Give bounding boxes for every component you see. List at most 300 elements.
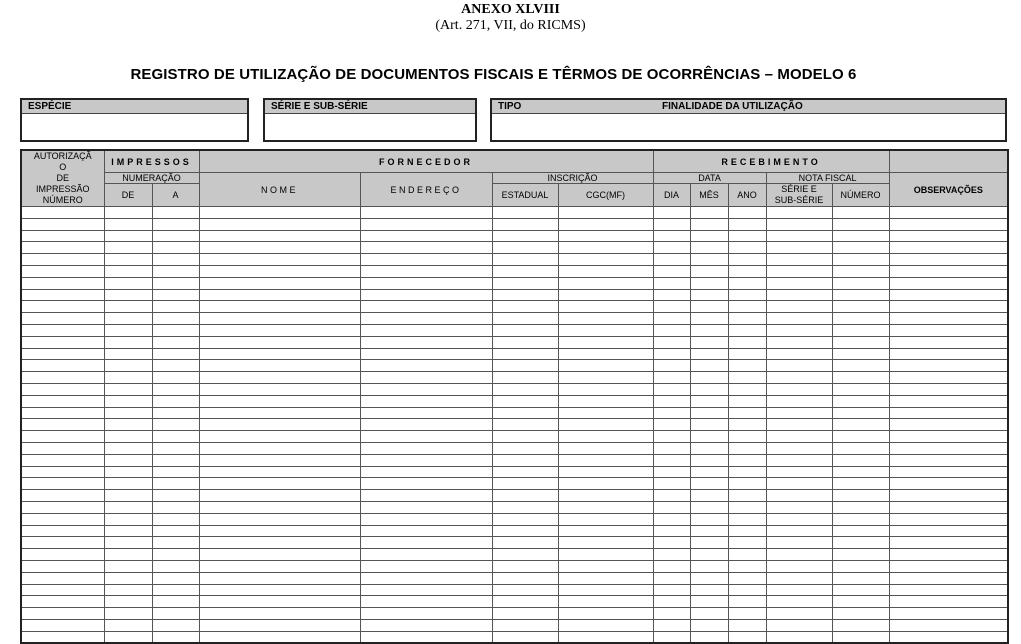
table-cell [653, 407, 690, 419]
table-cell [104, 478, 152, 490]
table-cell [558, 301, 653, 313]
table-cell [832, 313, 889, 325]
table-cell [728, 313, 766, 325]
table-row [21, 608, 1008, 620]
table-cell [492, 478, 558, 490]
table-cell [199, 442, 360, 454]
table-cell [766, 395, 832, 407]
table-cell [21, 265, 104, 277]
table-cell [889, 584, 1008, 596]
table-cell [199, 478, 360, 490]
table-cell [653, 584, 690, 596]
table-cell [653, 289, 690, 301]
table-cell [21, 395, 104, 407]
table-cell [889, 218, 1008, 230]
table-cell [199, 207, 360, 219]
table-cell [766, 218, 832, 230]
table-cell [832, 242, 889, 254]
table-cell [690, 608, 728, 620]
serie-box [263, 98, 477, 142]
table-cell [653, 501, 690, 513]
table-cell [653, 218, 690, 230]
table-cell [889, 572, 1008, 584]
table-cell [558, 383, 653, 395]
table-cell [152, 277, 199, 289]
table-row [21, 407, 1008, 419]
table-cell [558, 218, 653, 230]
table-cell [199, 360, 360, 372]
table-cell [690, 372, 728, 384]
table-cell [152, 242, 199, 254]
table-cell [766, 525, 832, 537]
table-cell [690, 265, 728, 277]
table-cell [492, 313, 558, 325]
table-cell [360, 218, 492, 230]
table-cell [832, 549, 889, 561]
table-cell [653, 478, 690, 490]
table-cell [558, 324, 653, 336]
table-cell [104, 525, 152, 537]
table-cell [104, 549, 152, 561]
table-cell [728, 230, 766, 242]
table-cell [199, 584, 360, 596]
table-cell [889, 395, 1008, 407]
table-cell [728, 584, 766, 596]
table-cell [889, 301, 1008, 313]
table-cell [558, 596, 653, 608]
table-cell [766, 560, 832, 572]
table-cell [889, 490, 1008, 502]
table-cell [766, 490, 832, 502]
table-cell [104, 336, 152, 348]
table-cell [199, 490, 360, 502]
table-cell [653, 619, 690, 631]
table-cell [728, 631, 766, 643]
table-cell [492, 631, 558, 643]
table-cell [558, 419, 653, 431]
table-cell [653, 631, 690, 643]
table-cell [728, 478, 766, 490]
table-cell [690, 230, 728, 242]
table-cell [492, 584, 558, 596]
table-cell [766, 254, 832, 266]
table-cell [21, 454, 104, 466]
table-cell [889, 525, 1008, 537]
table-cell [360, 207, 492, 219]
table-cell [558, 207, 653, 219]
table-cell [653, 572, 690, 584]
article-reference: (Art. 271, VII, do RICMS) [435, 18, 586, 33]
table-row [21, 631, 1008, 643]
impressos-header: IMPRESSOS [104, 150, 199, 173]
table-cell [360, 372, 492, 384]
table-cell [766, 596, 832, 608]
estadual-header: ESTADUAL [492, 184, 558, 207]
table-cell [558, 466, 653, 478]
table-cell [104, 490, 152, 502]
table-cell [728, 549, 766, 561]
table-cell [728, 265, 766, 277]
observacoes-header: OBSERVAÇÕES [889, 173, 1008, 207]
table-cell [104, 537, 152, 549]
table-cell [152, 584, 199, 596]
table-cell [889, 372, 1008, 384]
table-cell [104, 301, 152, 313]
table-row [21, 324, 1008, 336]
table-cell [104, 383, 152, 395]
table-cell [832, 324, 889, 336]
table-row [21, 218, 1008, 230]
table-cell [766, 277, 832, 289]
table-cell [492, 207, 558, 219]
table-cell [21, 631, 104, 643]
table-cell [21, 501, 104, 513]
table-row [21, 572, 1008, 584]
table-cell [690, 313, 728, 325]
table-row [21, 549, 1008, 561]
table-cell [21, 360, 104, 372]
table-cell [21, 466, 104, 478]
table-cell [690, 254, 728, 266]
table-cell [889, 537, 1008, 549]
table-cell [104, 230, 152, 242]
table-cell [199, 572, 360, 584]
table-cell [766, 466, 832, 478]
table-cell [492, 383, 558, 395]
table-cell [889, 513, 1008, 525]
table-row [21, 301, 1008, 313]
table-cell [690, 407, 728, 419]
table-cell [152, 501, 199, 513]
table-row [21, 360, 1008, 372]
table-cell [199, 537, 360, 549]
table-row [21, 419, 1008, 431]
table-row [21, 289, 1008, 301]
table-cell [766, 454, 832, 466]
table-cell [199, 513, 360, 525]
table-cell [653, 596, 690, 608]
table-cell [360, 619, 492, 631]
recebimento-header: RECEBIMENTO [653, 150, 889, 173]
table-cell [690, 360, 728, 372]
table-cell [558, 572, 653, 584]
table-cell [690, 478, 728, 490]
table-cell [832, 348, 889, 360]
table-cell [492, 324, 558, 336]
fornecedor-header: FORNECEDOR [199, 150, 653, 173]
table-cell [199, 596, 360, 608]
table-cell [889, 324, 1008, 336]
table-cell [889, 549, 1008, 561]
table-cell [690, 383, 728, 395]
de-header: DE [104, 184, 152, 207]
register-body [21, 207, 1008, 644]
table-row [21, 336, 1008, 348]
table-cell [199, 254, 360, 266]
table-cell [832, 265, 889, 277]
table-cell [21, 478, 104, 490]
table-row [21, 254, 1008, 266]
table-cell [728, 395, 766, 407]
table-cell [832, 289, 889, 301]
table-cell [728, 596, 766, 608]
especie-label: ESPÉCIE [28, 101, 72, 112]
table-cell [832, 419, 889, 431]
table-cell [152, 619, 199, 631]
table-cell [492, 619, 558, 631]
table-cell [199, 407, 360, 419]
table-cell [889, 431, 1008, 443]
table-cell [104, 466, 152, 478]
table-cell [104, 631, 152, 643]
table-cell [152, 254, 199, 266]
table-cell [832, 277, 889, 289]
table-cell [360, 537, 492, 549]
table-cell [558, 584, 653, 596]
table-cell [492, 407, 558, 419]
table-cell [766, 619, 832, 631]
table-cell [889, 608, 1008, 620]
table-cell [360, 596, 492, 608]
table-cell [653, 560, 690, 572]
table-cell [728, 466, 766, 478]
table-cell [199, 277, 360, 289]
table-cell [152, 313, 199, 325]
table-cell [21, 490, 104, 502]
table-cell [889, 254, 1008, 266]
table-cell [199, 230, 360, 242]
table-cell [653, 442, 690, 454]
data-header: DATA [653, 173, 766, 184]
table-cell [360, 419, 492, 431]
table-cell [690, 584, 728, 596]
table-cell [492, 466, 558, 478]
table-cell [360, 301, 492, 313]
table-cell [492, 572, 558, 584]
table-cell [889, 348, 1008, 360]
table-cell [492, 608, 558, 620]
table-cell [21, 324, 104, 336]
table-cell [104, 596, 152, 608]
table-cell [728, 501, 766, 513]
table-cell [889, 442, 1008, 454]
table-cell [21, 584, 104, 596]
table-cell [690, 348, 728, 360]
table-cell [889, 631, 1008, 643]
table-cell [766, 289, 832, 301]
table-cell [558, 289, 653, 301]
table-cell [152, 407, 199, 419]
table-cell [558, 537, 653, 549]
table-cell [558, 513, 653, 525]
table-cell [492, 242, 558, 254]
table-cell [492, 301, 558, 313]
table-cell [558, 442, 653, 454]
table-cell [558, 619, 653, 631]
table-cell [104, 419, 152, 431]
table-row [21, 242, 1008, 254]
table-cell [360, 560, 492, 572]
table-cell [152, 419, 199, 431]
table-cell [690, 466, 728, 478]
table-cell [558, 549, 653, 561]
table-row [21, 501, 1008, 513]
table-cell [728, 254, 766, 266]
table-cell [653, 525, 690, 537]
table-cell [832, 572, 889, 584]
table-cell [21, 537, 104, 549]
table-cell [558, 608, 653, 620]
table-cell [690, 301, 728, 313]
table-cell [21, 348, 104, 360]
table-cell [832, 525, 889, 537]
table-cell [360, 631, 492, 643]
table-cell [104, 454, 152, 466]
table-cell [728, 289, 766, 301]
table-row [21, 383, 1008, 395]
table-cell [21, 431, 104, 443]
numeracao-header: NUMERAÇÃO [104, 173, 199, 184]
table-cell [690, 572, 728, 584]
table-cell [21, 525, 104, 537]
table-cell [832, 631, 889, 643]
table-cell [104, 513, 152, 525]
a-header: A [152, 184, 199, 207]
table-row [21, 466, 1008, 478]
table-cell [360, 478, 492, 490]
table-cell [766, 407, 832, 419]
table-cell [889, 383, 1008, 395]
table-cell [889, 560, 1008, 572]
table-cell [199, 608, 360, 620]
table-cell [199, 395, 360, 407]
table-cell [889, 289, 1008, 301]
table-cell [492, 348, 558, 360]
table-cell [360, 360, 492, 372]
table-cell [728, 619, 766, 631]
table-cell [889, 360, 1008, 372]
table-cell [360, 313, 492, 325]
table-cell [728, 301, 766, 313]
table-cell [199, 265, 360, 277]
autorizacao-header: AUTORIZAÇÃ O DE IMPRESSÃO NÚMERO [21, 150, 104, 207]
ano-header: ANO [728, 184, 766, 207]
table-cell [832, 407, 889, 419]
table-cell [21, 254, 104, 266]
table-cell [492, 431, 558, 443]
table-cell [832, 501, 889, 513]
table-cell [690, 513, 728, 525]
table-cell [558, 242, 653, 254]
table-cell [690, 501, 728, 513]
table-row [21, 265, 1008, 277]
table-cell [152, 289, 199, 301]
table-cell [492, 537, 558, 549]
table-cell [360, 242, 492, 254]
table-cell [152, 596, 199, 608]
table-cell [360, 254, 492, 266]
cgc-header: CGC(MF) [558, 184, 653, 207]
table-cell [492, 289, 558, 301]
table-cell [492, 336, 558, 348]
table-cell [104, 313, 152, 325]
table-cell [558, 431, 653, 443]
table-cell [653, 419, 690, 431]
table-cell [832, 454, 889, 466]
table-cell [104, 501, 152, 513]
table-cell [728, 572, 766, 584]
table-cell [728, 419, 766, 431]
table-cell [832, 301, 889, 313]
table-row [21, 525, 1008, 537]
table-cell [653, 301, 690, 313]
table-cell [492, 549, 558, 561]
table-cell [766, 265, 832, 277]
table-cell [152, 631, 199, 643]
table-cell [21, 336, 104, 348]
table-cell [360, 466, 492, 478]
table-cell [690, 242, 728, 254]
table-cell [360, 490, 492, 502]
finalidade-label: FINALIDADE DA UTILIZAÇÃO [662, 101, 803, 112]
table-cell [690, 490, 728, 502]
table-row [21, 596, 1008, 608]
table-cell [728, 207, 766, 219]
mes-header: MÊS [690, 184, 728, 207]
table-cell [832, 383, 889, 395]
table-cell [492, 218, 558, 230]
table-cell [653, 490, 690, 502]
table-cell [728, 218, 766, 230]
table-row [21, 513, 1008, 525]
table-cell [360, 395, 492, 407]
table-cell [766, 348, 832, 360]
table-cell [889, 313, 1008, 325]
table-cell [492, 454, 558, 466]
table-cell [832, 513, 889, 525]
table-cell [199, 289, 360, 301]
table-cell [558, 265, 653, 277]
table-cell [492, 442, 558, 454]
table-cell [558, 407, 653, 419]
table-cell [558, 631, 653, 643]
table-cell [832, 608, 889, 620]
table-cell [889, 454, 1008, 466]
table-cell [653, 466, 690, 478]
table-cell [653, 395, 690, 407]
table-cell [21, 383, 104, 395]
table-row [21, 584, 1008, 596]
serie-label: SÉRIE E SUB-SÉRIE [271, 101, 368, 112]
table-cell [152, 301, 199, 313]
table-cell [104, 360, 152, 372]
table-cell [152, 265, 199, 277]
table-cell [728, 277, 766, 289]
table-cell [104, 218, 152, 230]
table-cell [653, 360, 690, 372]
table-cell [889, 230, 1008, 242]
table-cell [104, 372, 152, 384]
table-cell [766, 372, 832, 384]
table-cell [558, 348, 653, 360]
table-row [21, 560, 1008, 572]
table-cell [766, 537, 832, 549]
table-cell [766, 360, 832, 372]
table-cell [889, 207, 1008, 219]
table-cell [360, 513, 492, 525]
table-cell [558, 230, 653, 242]
table-cell [21, 608, 104, 620]
